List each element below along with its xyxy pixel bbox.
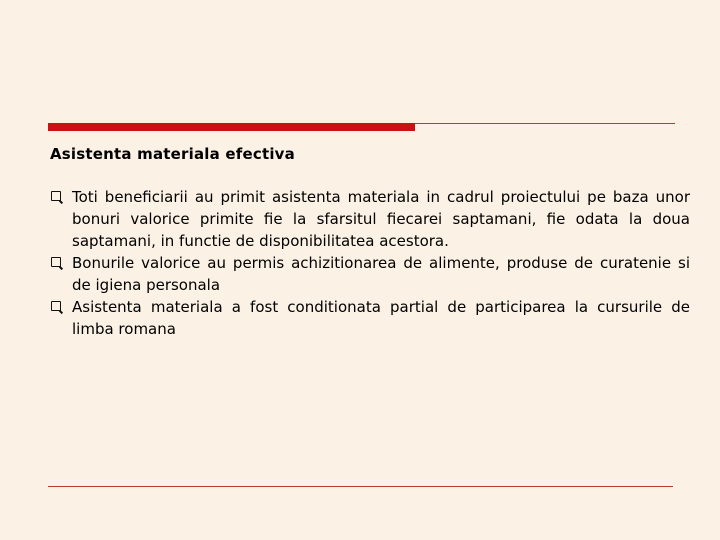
bullet-list [50, 186, 690, 340]
bullet-text: Toti beneficiarii au primit asistenta materiala in cadrul proiectului pe baza unor bonuri valorice primite fie la sfarsitul fiecarei saptamani, fie odata la doua saptamani, in functie de disponibilitatea acestora. [72, 188, 690, 250]
bullet-item [50, 186, 690, 252]
square-bullet-icon [51, 301, 61, 311]
bullet-item [50, 296, 690, 340]
bullet-text: Asistenta materiala a fost conditionata partial de participarea la cursurile de limba romana [72, 298, 690, 338]
bottom-divider-line [48, 486, 673, 487]
slide-title: Asistenta materiala efectiva [50, 145, 295, 163]
square-bullet-icon [51, 191, 61, 201]
square-bullet-icon [51, 257, 61, 267]
bullet-item [50, 252, 690, 296]
bullet-text: Bonurile valorice au permis achizitionarea de alimente, produse de curatenie si de igiena personala [72, 254, 690, 294]
top-accent-bar [48, 123, 415, 131]
